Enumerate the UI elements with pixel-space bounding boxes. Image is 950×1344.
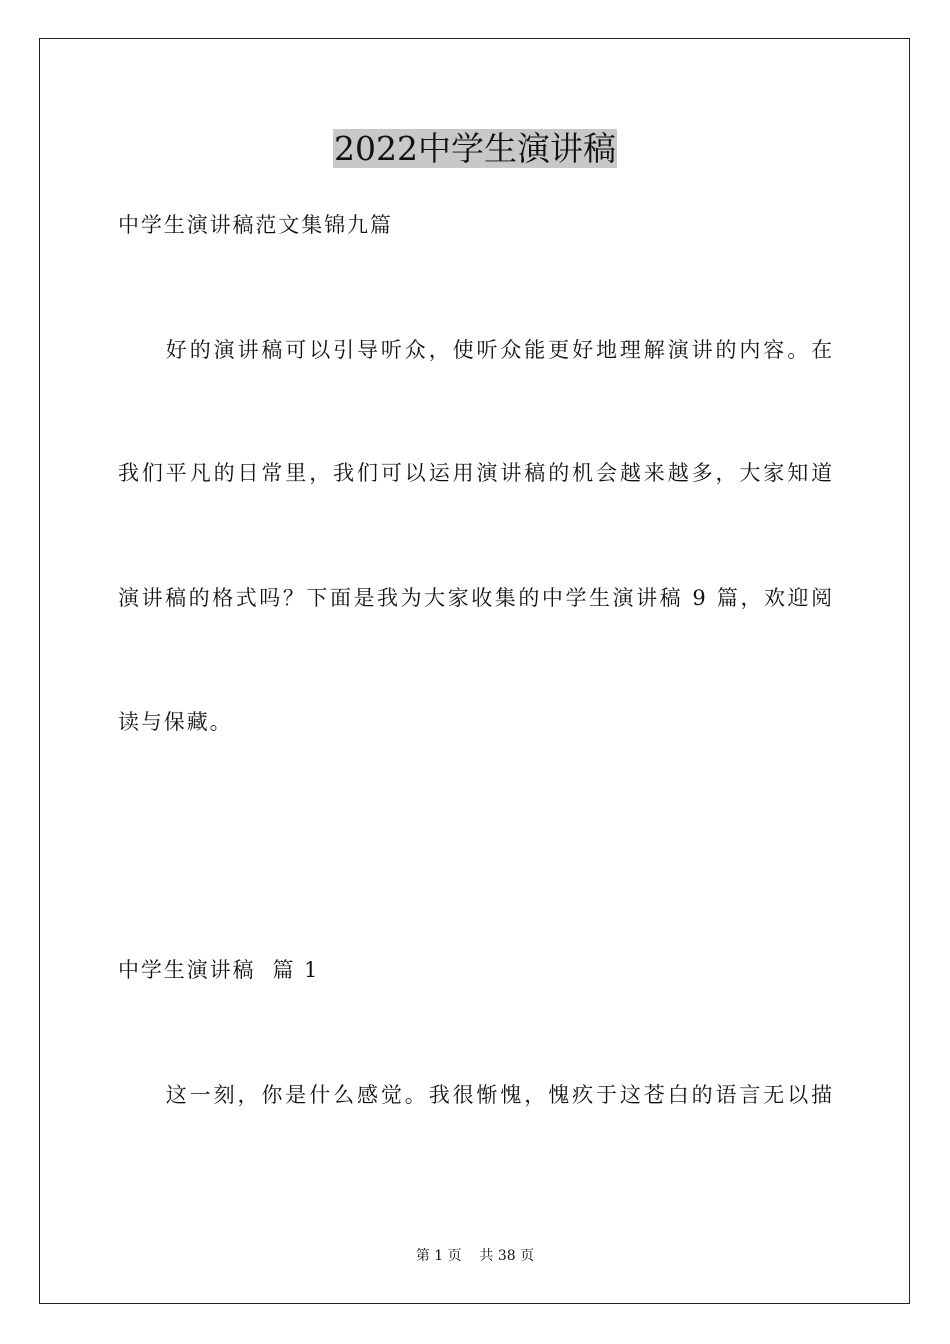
section-heading: 中学生演讲稿 篇 1 [118, 958, 320, 982]
document-title [0, 128, 950, 170]
intro-line-1: 好的演讲稿可以引导听众，使听众能更好地理解演讲的内容。在 [118, 338, 834, 362]
section-line-1: 这一刻，你是什么感觉。我很惭愧，愧疚于这苍白的语言无以描 [118, 1083, 834, 1107]
intro-line-4: 读与保藏。 [118, 710, 233, 734]
document-subtitle: 中学生演讲稿范文集锦九篇 [118, 213, 393, 237]
page-number-footer: 第 1 页 共 38 页 [415, 1248, 535, 1264]
intro-line-3: 演讲稿的格式吗？下面是我为大家收集的中学生演讲稿 9 篇，欢迎阅 [118, 586, 834, 610]
intro-line-2: 我们平凡的日常里，我们可以运用演讲稿的机会越来越多，大家知道 [118, 461, 834, 485]
document-title-text: 2022中学生演讲稿 [334, 129, 616, 168]
